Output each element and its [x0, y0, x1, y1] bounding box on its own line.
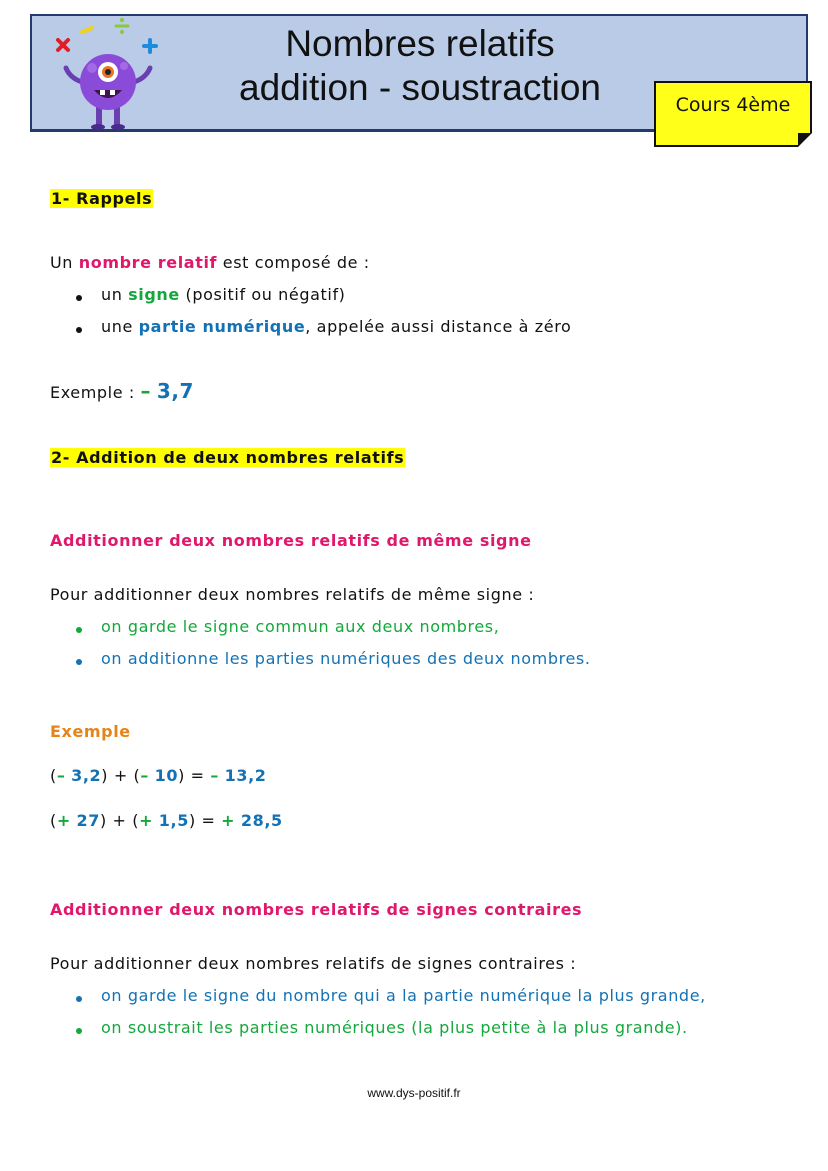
opposite-sign-rule-1: on garde le signe du nombre qui a la partie numérique la plus grande,	[101, 986, 706, 1005]
level-tag-label: Cours 4ème	[675, 94, 791, 116]
example-equation-1: (– 3,2) + (– 10) = – 13,2	[50, 766, 267, 785]
plus-symbol-icon	[144, 40, 156, 52]
opposite-sign-title: Additionner deux nombres relatifs de signes contraires	[50, 900, 583, 919]
page-title	[200, 22, 640, 110]
term-nombre-relatif: nombre relatif	[78, 253, 218, 272]
bullet-dot	[76, 996, 82, 1002]
title-line-2: addition - soustraction	[239, 67, 601, 108]
list-item: un signe (positif ou négatif)	[101, 285, 346, 304]
divide-symbol-icon	[116, 18, 128, 34]
folded-corner	[798, 133, 812, 147]
bullet-dot	[76, 1028, 82, 1034]
opposite-sign-rule-2: on soustrait les parties numériques (la plus petite à la plus grande).	[101, 1018, 688, 1037]
title-line-1: Nombres relatifs	[285, 23, 555, 64]
multiply-symbol-icon	[58, 40, 68, 50]
footer-url: www.dys-positif.fr	[367, 1086, 461, 1100]
intro-paragraph: Un nombre relatif est composé de :	[50, 253, 370, 272]
example-line: Exemple : – 3,7	[50, 379, 195, 403]
monster-mascot-icon	[52, 16, 172, 136]
bullet-dot	[76, 659, 82, 665]
bullet-dot	[76, 327, 82, 333]
section-1-heading: 1- Rappels	[51, 189, 153, 208]
example-equation-2: (+ 27) + (+ 1,5) = + 28,5	[50, 811, 283, 830]
example-value: 3,7	[156, 379, 195, 403]
example-sign: –	[140, 379, 152, 403]
same-sign-rule-2: on additionne les parties numériques des deux nombres.	[101, 649, 591, 668]
same-sign-rule-1: on garde le signe commun aux deux nombres,	[101, 617, 500, 636]
minus-symbol-icon	[82, 28, 92, 32]
example-title: Exemple	[50, 722, 131, 741]
term-partie-numerique: partie numérique	[138, 317, 306, 336]
bullet-dot	[76, 295, 82, 301]
section-2-heading: 2- Addition de deux nombres relatifs	[51, 448, 405, 467]
same-sign-title: Additionner deux nombres relatifs de même signe	[50, 531, 532, 550]
same-sign-intro: Pour additionner deux nombres relatifs de même signe :	[50, 585, 535, 604]
level-tag	[654, 81, 812, 147]
term-signe: signe	[128, 285, 180, 304]
bullet-dot	[76, 627, 82, 633]
list-item: une partie numérique, appelée aussi distance à zéro	[101, 317, 572, 336]
opposite-sign-intro: Pour additionner deux nombres relatifs de signes contraires :	[50, 954, 577, 973]
